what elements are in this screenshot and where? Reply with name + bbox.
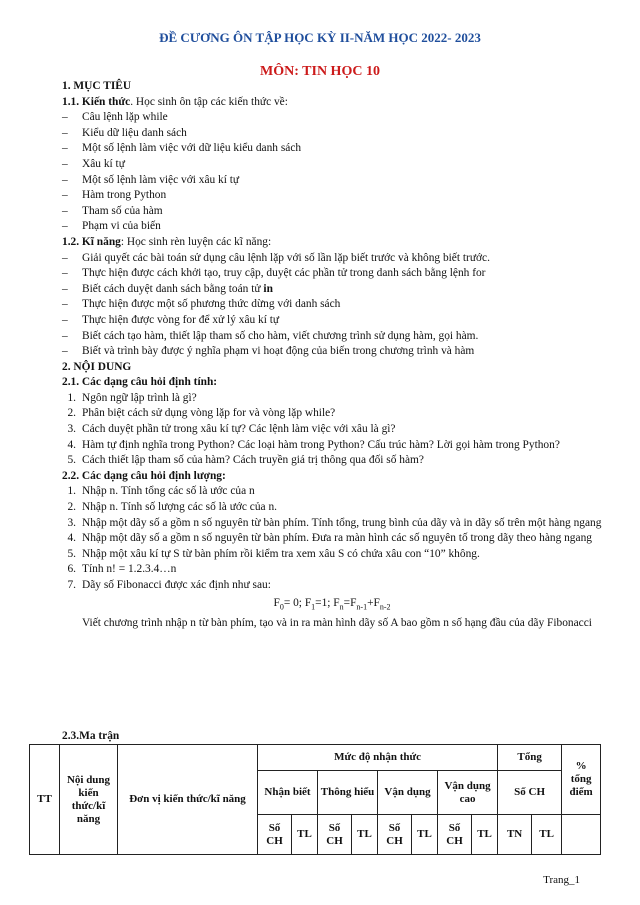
skill-text: Giải quyết các bài toán sử dụng câu lệnh lặp với số lần lặp biết trước và không biết trước. <box>82 251 490 264</box>
fibonacci-task: Viết chương trình nhập n từ bàn phím, tạo và in ra màn hình dãy số A bao gồm n số hạng đầu của dãy Fibonacci <box>82 617 592 630</box>
skill-item <box>62 251 602 267</box>
knowledge-label: 1.1. Kiến thức <box>62 95 131 108</box>
sub-so-ch-3: Số CH <box>378 815 412 855</box>
list-number: 4. <box>67 532 76 545</box>
document-title: ĐỀ CƯƠNG ÔN TẬP HỌC KỲ II-NĂM HỌC 2022- 2023 <box>159 30 481 45</box>
qualitative-question-text: Cách duyệt phần tử trong xâu kí tự? Các lệnh làm việc với xâu là gì? <box>82 423 396 436</box>
dash-marker: – <box>62 282 68 295</box>
sub-tl-1: TL <box>292 815 318 855</box>
list-number: 6. <box>67 563 76 576</box>
header-level-1: Nhận biết <box>258 771 318 815</box>
list-number: 3. <box>67 423 76 436</box>
dash-marker: – <box>62 329 68 342</box>
sub-so-ch-2: Số CH <box>318 815 352 855</box>
knowledge-item <box>62 188 602 204</box>
skill-text: Thực hiện được một số phương thức dừng với danh sách <box>82 298 341 311</box>
header-level-4: Vận dụng cao <box>438 771 498 815</box>
knowledge-text: Câu lệnh lặp while <box>82 111 168 124</box>
qualitative-question-text: Phân biệt cách sử dụng vòng lặp for và vòng lặp while? <box>82 407 336 420</box>
skill-item <box>62 266 602 282</box>
quantitative-question-text: Nhập n. Tính tổng các số là ước của n <box>82 485 255 498</box>
knowledge-text: Xâu kí tự <box>82 157 125 170</box>
skill-text: Biết và trình bày được ý nghĩa phạm vi hoạt động của biến trong chương trình và hàm <box>82 345 475 358</box>
dash-marker: – <box>62 157 68 170</box>
knowledge-item <box>62 219 602 235</box>
document-body <box>62 79 602 632</box>
quantitative-question-item <box>62 578 602 594</box>
quantitative-question-item <box>62 562 602 578</box>
skills-line <box>62 235 602 251</box>
quantitative-question-text: Nhập một dãy số a gồm n số nguyên từ bàn phím. Tính tổng, trung bình của dãy và in dãy số trên một hàng ngang <box>82 516 602 529</box>
dash-marker: – <box>62 251 68 264</box>
knowledge-text: Hàm trong Python <box>82 189 167 202</box>
dash-marker: – <box>62 345 68 358</box>
quantitative-question-item <box>62 500 602 516</box>
quantitative-question-item <box>62 484 602 500</box>
sub-tl-4: TL <box>472 815 498 855</box>
skill-item <box>62 282 602 298</box>
knowledge-line <box>62 95 602 111</box>
quantitative-list <box>62 484 602 593</box>
qualitative-question-text: Ngôn ngữ lập trình là gì? <box>82 391 197 404</box>
skills-label: 1.2. Kĩ năng <box>62 235 121 248</box>
knowledge-text: Tham số của hàm <box>82 204 163 217</box>
list-number: 4. <box>67 438 76 451</box>
matrix-table <box>29 744 601 855</box>
quantitative-question-text: Tính n! = 1.2.3.4…n <box>82 563 177 576</box>
knowledge-item <box>62 141 602 157</box>
list-number: 2. <box>67 501 76 514</box>
dash-marker: – <box>62 189 68 202</box>
sub-percent-empty <box>562 815 601 855</box>
header-content: Nội dung kiến thức/kĩ năng <box>60 745 118 855</box>
fibonacci-formula: $F_0= 0$; $F_1=1$; $F_n=F_{n-1}+F_{n-2}$ <box>273 596 391 611</box>
quantitative-question-text: Nhập một dãy số a gồm n số nguyên từ bàn phím. Đưa ra màn hình các số nguyên tố trong dãy theo hàng ngang <box>82 532 592 545</box>
quantitative-question-text: Nhập một xâu kí tự S từ bàn phím rồi kiểm tra xem xâu S có chứa xâu con “10” không. <box>82 547 480 560</box>
quantitative-question-text: Nhập n. Tính số lượng các số là ước của n. <box>82 501 277 514</box>
list-number: 3. <box>67 516 76 529</box>
quantitative-heading: 2.2. Các dạng câu hỏi định lượng: <box>62 469 226 482</box>
quantitative-question-item <box>62 516 602 532</box>
sub-tn-total: TN <box>498 815 532 855</box>
sub-tl-3: TL <box>412 815 438 855</box>
qualitative-list <box>62 391 602 469</box>
dash-marker: – <box>62 267 68 280</box>
dash-marker: – <box>62 204 68 217</box>
header-percent: % tổng điểm <box>562 745 601 815</box>
qualitative-question-item <box>62 391 602 407</box>
qualitative-question-text: Hàm tự định nghĩa trong Python? Các loại hàm trong Python? Cấu trúc hàm? Lời gọi hàm trong Python? <box>82 438 560 451</box>
knowledge-text: Phạm vi của biến <box>82 220 161 233</box>
skill-text: Thực hiện được vòng for để xử lý xâu kí tự <box>82 313 280 326</box>
header-total: Tổng <box>498 745 562 771</box>
knowledge-item <box>62 157 602 173</box>
skills-intro: : Học sinh rèn luyện các kĩ năng: <box>120 235 272 248</box>
skill-item <box>62 344 602 360</box>
dash-marker: – <box>62 298 68 311</box>
list-number: 1. <box>67 391 76 404</box>
skill-item <box>62 329 602 345</box>
section-heading-content: 2. NỘI DUNG <box>62 360 132 373</box>
qualitative-heading: 2.1. Các dạng câu hỏi định tính: <box>62 376 218 389</box>
qualitative-question-item <box>62 438 602 454</box>
header-level: Mức độ nhận thức <box>258 745 498 771</box>
dash-marker: – <box>62 111 68 124</box>
page-number: Trang_1 <box>543 874 580 886</box>
dash-marker: – <box>62 173 68 186</box>
knowledge-item <box>62 173 602 189</box>
skill-text: Biết cách duyệt danh sách bằng toán tử in <box>82 282 273 295</box>
qualitative-question-item <box>62 453 602 469</box>
sub-so-ch-4: Số CH <box>438 815 472 855</box>
sub-tl-total: TL <box>532 815 562 855</box>
subject-title: MÔN: TIN HỌC 10 <box>260 64 380 79</box>
qualitative-question-item <box>62 422 602 438</box>
list-number: 5. <box>67 454 76 467</box>
knowledge-item <box>62 204 602 220</box>
skill-item <box>62 313 602 329</box>
header-level-3: Vận dụng <box>378 771 438 815</box>
knowledge-list <box>62 110 602 235</box>
qualitative-question-text: Cách thiết lập tham số của hàm? Cách truyền giá trị thông qua đối số hàm? <box>82 454 424 467</box>
list-number: 1. <box>67 485 76 498</box>
knowledge-intro: . Học sinh ôn tập các kiến thức về: <box>130 95 288 108</box>
dash-marker: – <box>62 126 68 139</box>
list-number: 7. <box>67 579 76 591</box>
knowledge-text: Một số lệnh làm việc với dữ liệu kiểu danh sách <box>82 142 302 155</box>
header-unit: Đơn vị kiến thức/kĩ năng <box>118 745 258 855</box>
skill-item <box>62 297 602 313</box>
knowledge-text: Kiểu dữ liệu danh sách <box>82 126 187 139</box>
knowledge-text: Một số lệnh làm việc với xâu kí tự <box>82 173 240 186</box>
quantitative-question-item <box>62 547 602 563</box>
quantitative-question-item <box>62 531 602 547</box>
section-heading-objectives: 1. MỤC TIÊU <box>62 80 132 92</box>
header-level-2: Thông hiểu <box>318 771 378 815</box>
list-number: 2. <box>67 407 76 420</box>
knowledge-item <box>62 126 602 142</box>
skill-text: Biết cách tạo hàm, thiết lập tham số cho hàm, viết chương trình sử dụng hàm, gọi hàm. <box>82 329 479 342</box>
skill-text: Thực hiện được cách khởi tạo, truy cập, duyệt các phần tử trong danh sách bằng lệnh for <box>82 267 486 280</box>
qualitative-question-item <box>62 406 602 422</box>
dash-marker: – <box>62 142 68 155</box>
quantitative-question-text: Dãy số Fibonacci được xác định như sau: <box>82 579 271 591</box>
in-operator: in <box>263 282 273 295</box>
skills-list <box>62 251 602 360</box>
sub-so-ch-1: Số CH <box>258 815 292 855</box>
list-number: 5. <box>67 547 76 560</box>
dash-marker: – <box>62 313 68 326</box>
header-so-ch: Số CH <box>498 771 562 815</box>
header-tt: TT <box>30 745 60 855</box>
dash-marker: – <box>62 220 68 233</box>
matrix-label: 2.3.Ma trận <box>62 730 120 742</box>
knowledge-item <box>62 110 602 126</box>
sub-tl-2: TL <box>352 815 378 855</box>
